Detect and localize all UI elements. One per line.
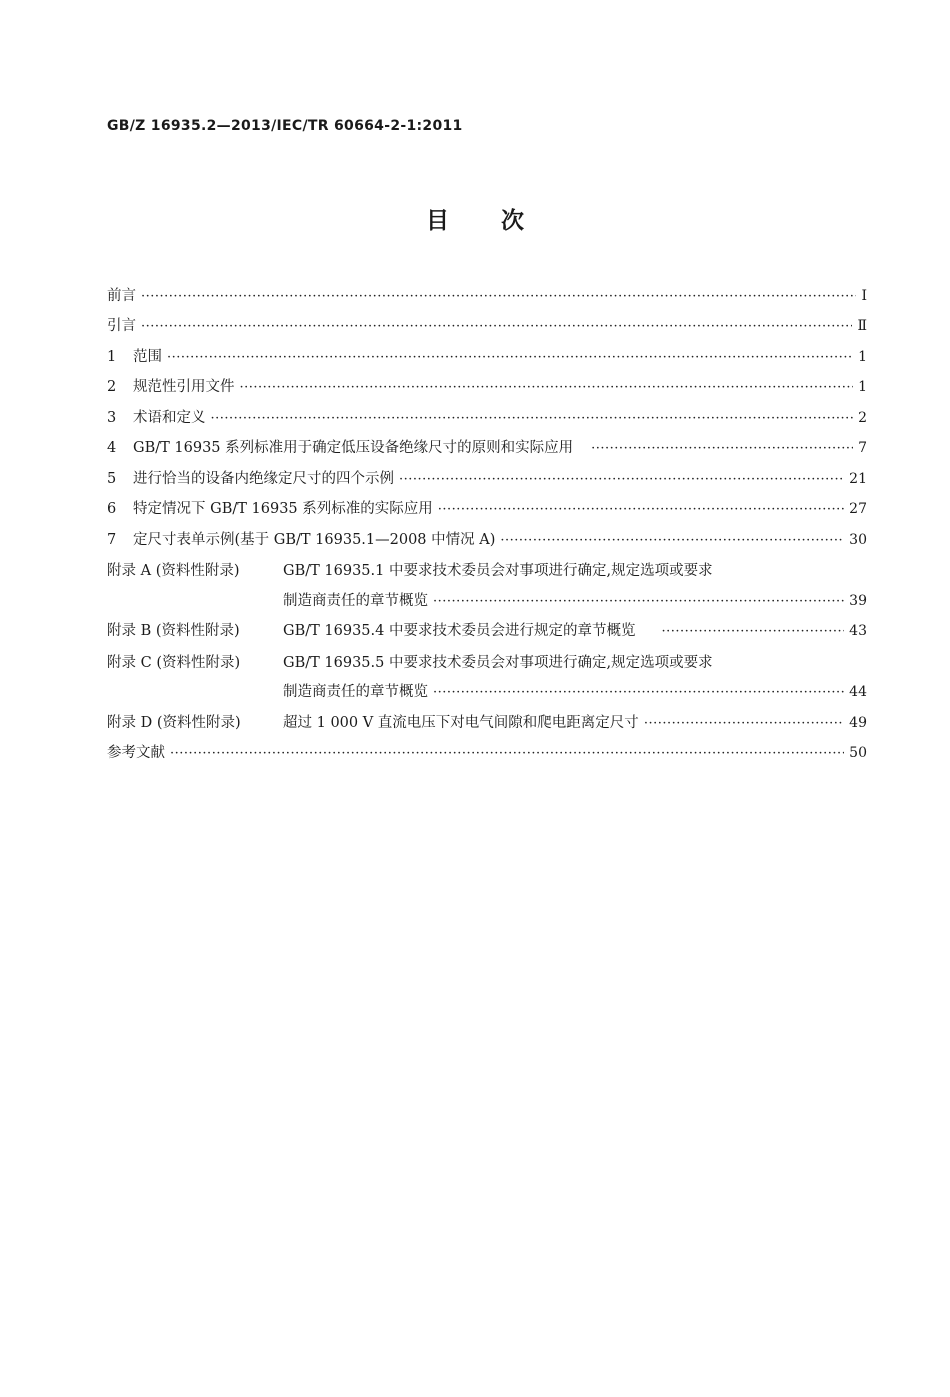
toc-entry-annex-b[interactable] xyxy=(107,617,867,648)
toc-page: 49 xyxy=(849,714,867,731)
toc-leader xyxy=(141,287,856,307)
toc-page: 43 xyxy=(849,623,867,639)
toc-leader xyxy=(438,500,844,520)
toc-page: 2 xyxy=(858,409,867,426)
toc-label: 术语和定义 xyxy=(133,409,206,426)
toc-page: 1 xyxy=(858,379,867,395)
toc-entry-annex-d[interactable] xyxy=(107,708,867,739)
toc-entry-6[interactable] xyxy=(107,495,867,526)
toc-entry-annex-c[interactable] xyxy=(107,647,867,678)
toc-label: 制造商责任的章节概览 xyxy=(283,684,428,700)
toc-entry-1[interactable] xyxy=(107,342,867,373)
toc-label: 制造商责任的章节概览 xyxy=(283,592,428,609)
toc-label: 定尺寸表单示例(基于 GB/T 16935.1—2008 中情况 A) xyxy=(133,531,496,548)
toc-entry-4[interactable] xyxy=(107,434,867,465)
toc-number: 3 xyxy=(107,409,117,426)
toc-leader xyxy=(141,317,852,337)
toc-number: 7 xyxy=(107,531,117,548)
toc-leader xyxy=(170,744,844,764)
toc-label: 参考文献 xyxy=(107,745,165,761)
toc-label: 进行恰当的设备内绝缘定尺寸的四个示例 xyxy=(133,470,394,487)
toc-page: Ⅰ xyxy=(861,287,867,304)
toc-annex-prefix: 附录 C (资料性附录) xyxy=(107,654,241,671)
toc-label: GB/T 16935 系列标准用于确定低压设备绝缘尺寸的原则和实际应用 xyxy=(133,440,574,456)
toc-entry-annex-a[interactable] xyxy=(107,556,867,587)
toc-number: 1 xyxy=(107,348,117,365)
toc-page: 50 xyxy=(849,745,867,761)
page-title xyxy=(0,202,950,235)
toc-label: GB/T 16935.4 中要求技术委员会进行规定的章节概览 xyxy=(283,623,636,639)
toc-leader xyxy=(240,378,854,398)
toc-leader xyxy=(500,531,844,551)
toc-leader xyxy=(433,592,844,612)
title-char-1: 目 xyxy=(426,208,449,234)
toc-leader xyxy=(661,622,844,642)
toc-page: 21 xyxy=(849,470,867,487)
toc-leader xyxy=(591,439,853,459)
toc-entry-2[interactable] xyxy=(107,373,867,404)
toc-page: 1 xyxy=(858,348,867,365)
document-code: GB/Z 16935.2—2013/IEC/TR 60664-2-1:2011 xyxy=(107,118,463,134)
toc-page: 7 xyxy=(858,440,867,456)
toc-number: 6 xyxy=(107,501,117,517)
toc-leader xyxy=(644,714,844,734)
toc-label: 引言 xyxy=(107,318,136,334)
toc-page: 44 xyxy=(849,684,867,700)
toc-label: 超过 1 000 V 直流电压下对电气间隙和爬电距离定尺寸 xyxy=(283,714,639,731)
toc-leader xyxy=(433,683,844,703)
toc-annex-prefix: 附录 D (资料性附录) xyxy=(107,714,241,731)
toc-number: 4 xyxy=(107,440,117,456)
toc-label: 范围 xyxy=(133,348,162,365)
toc-annex-prefix: 附录 A (资料性附录) xyxy=(107,563,240,579)
toc-entry-5[interactable] xyxy=(107,464,867,495)
title-char-2: 次 xyxy=(501,208,524,234)
toc-entry-annex-a-cont[interactable] xyxy=(107,586,867,617)
table-of-contents xyxy=(107,281,867,769)
toc-number: 5 xyxy=(107,470,117,487)
toc-leader xyxy=(399,470,844,490)
toc-label: 特定情况下 GB/T 16935 系列标准的实际应用 xyxy=(133,501,433,517)
toc-page: 39 xyxy=(849,592,867,609)
toc-entry-foreword[interactable] xyxy=(107,281,867,312)
toc-entry-bibliography[interactable] xyxy=(107,739,867,770)
toc-leader xyxy=(167,348,853,368)
toc-number: 2 xyxy=(107,379,117,395)
toc-label: GB/T 16935.1 中要求技术委员会对事项进行确定,规定选项或要求 xyxy=(283,563,713,579)
toc-page: 27 xyxy=(849,501,867,517)
toc-page: 30 xyxy=(849,531,867,548)
toc-leader xyxy=(211,409,854,429)
toc-entry-annex-c-cont[interactable] xyxy=(107,678,867,709)
toc-page: Ⅱ xyxy=(857,318,867,334)
toc-label: GB/T 16935.5 中要求技术委员会对事项进行确定,规定选项或要求 xyxy=(283,654,713,671)
toc-annex-prefix: 附录 B (资料性附录) xyxy=(107,623,240,639)
toc-entry-3[interactable] xyxy=(107,403,867,434)
toc-label: 前言 xyxy=(107,287,136,304)
toc-entry-7[interactable] xyxy=(107,525,867,556)
toc-entry-introduction[interactable] xyxy=(107,312,867,343)
toc-label: 规范性引用文件 xyxy=(133,379,235,395)
